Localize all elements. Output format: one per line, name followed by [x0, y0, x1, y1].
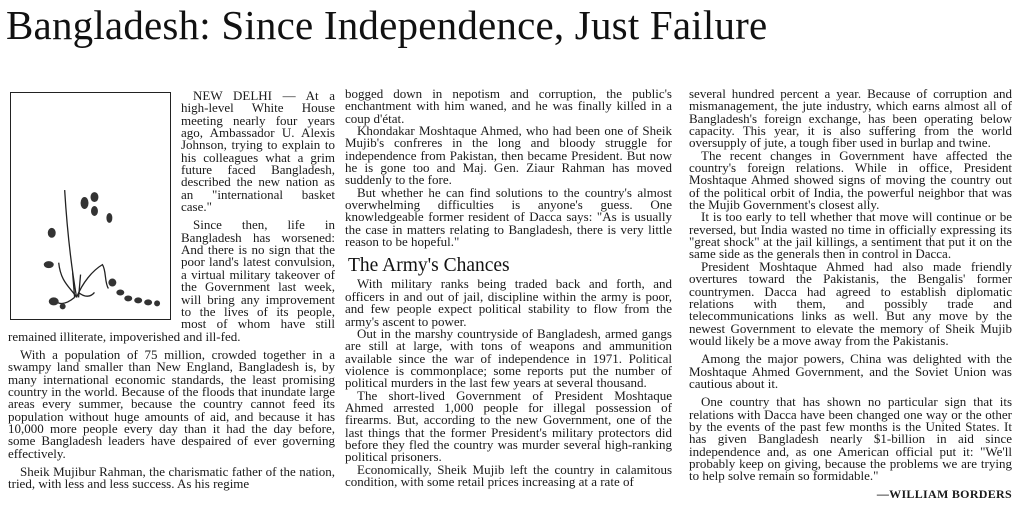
- paragraph: Sheik Mujibur Rahman, the charismatic father of the nation, tried, with less and less success. As his regime: [8, 463, 335, 492]
- subheading: The Army's Chances: [348, 255, 510, 277]
- paragraph: Khondakar Moshtaque Ahmed, who had been one of Sheik Mujib's confreres in the long and bloody struggle for independence from Pakistan, then became President. But now he is gone too and Maj. Gen. Ziaur Rahman has moved suddenly to the fore.: [345, 123, 672, 188]
- paragraph: With military ranks being traded back and forth, and officers in and out of jail, discipline within the army is poor, and few people expect political stability to flow from the army's ascent to power.: [345, 276, 672, 329]
- paragraph: The short-lived Government of President Moshtaque Ahmed arrested 1,000 people for illegal possession of firearms. But, according to the new Government, one of the last things that the former President's military protectors did before they fled the country was murder several high-ranking political prisoners.: [345, 387, 672, 465]
- headline: Bangladesh: Since Independence, Just Failure: [6, 2, 768, 48]
- article-column-1: [8, 88, 335, 491]
- paragraph: With a population of 75 million, crowded together in a swampy land smaller than New England, Bangladesh is, by many international economic standards, the least promising country in the world. Because of the floods that inundate large areas every summer, because the country cannot feed its population without huge amounts of aid, and because it has 10,000 more people every day than it had the day before, some Bangladesh leaders have despaired of ever governing effectively.: [8, 346, 335, 461]
- paragraph: Out in the marshy countryside of Bangladesh, armed gangs are still at large, with tons of weapons and ammunition available since the war of independence in 1971. Political violence is commonplace; some reports put the number of political murders in the last few years at several thousand.: [345, 325, 672, 391]
- paragraph: One country that has shown no particular sign that its relations with Dacca have been changed one way or the other by the events of the past few months is the United States. It has given Bangladesh nearly $1-billion in aid since independence and, as one American official put it: "We'll probably keep on giving, because the problems we are trying to help solve remain so formidable.": [689, 394, 1012, 484]
- illustration-plant-drawing: [10, 92, 171, 320]
- article-column-2: [345, 88, 672, 488]
- paragraph: Among the major powers, China was delighted with the Moshtaque Ahmed Government, and the Soviet Union was cautious about it.: [689, 351, 1012, 391]
- paragraph: Since then, life in Bangladesh has worsened: And there is no sign that the poor land's latest convulsion, a virtual military takeover of the Government last week, will bring any improvement to the lives of its people, most of whom have still remained illiterate, impoverished and ill-fed.: [8, 217, 335, 344]
- article-column-3: [689, 88, 1012, 500]
- paragraph: It is too early to tell whether that move will continue or be reversed, but India wasted no time in officially expressing its "great shock" at the jail killings, a sentiment that put it on the same side as the generals then in control in Dacca.: [689, 209, 1012, 262]
- paragraph: bogged down in nepotism and corruption, the public's enchantment with him waned, and he was finally killed in a coup d'état.: [345, 86, 672, 126]
- paragraph: several hundred percent a year. Because of corruption and mismanagement, the jute industry, which earns almost all of Bangladesh's foreign exchange, has been operating below capacity. This year, it is also suffering from the world oversupply of jute, a tough fiber used in burlap and twine.: [689, 86, 1012, 151]
- paragraph: NEW DELHI — At a high-level White House meeting nearly four years ago, Ambassador U. Alexis Johnson, trying to explain to his colleagues what a grim future faced Bangladesh, described the new nation as an "international basket case.": [181, 88, 335, 215]
- paragraph: The recent changes in Government have affected the country's foreign relations. While in office, President Moshtaque Ahmed showed signs of moving the country out of the political orbit of India, the powerful neighbor that was the Mujib Government's closest ally.: [689, 147, 1012, 213]
- paragraph: But whether he can find solutions to the country's almost overwhelming difficulties is anyone's guess. One knowledgeable former resident of Dacca says: "As is usually the case in matters relating to Bangladesh, there is very little reason to be hopeful.": [345, 184, 672, 250]
- paragraph: Economically, Sheik Mujib left the country in calamitous condition, with some retail prices increasing at a rate of: [345, 461, 672, 489]
- paragraph: President Moshtaque Ahmed had also made friendly overtures toward the Pakistanis, the Bengalis' former countrymen. Dacca had agreed to establish diplomatic relations with them, and possibly trade and telecommunications links as well. But any move by the newest Government to elevate the memory of Sheik Mujib would likely be a move away from the Pakistanis.: [689, 258, 1012, 348]
- plant-sketch-icon: [11, 93, 170, 319]
- byline: —WILLIAM BORDERS: [876, 486, 1012, 501]
